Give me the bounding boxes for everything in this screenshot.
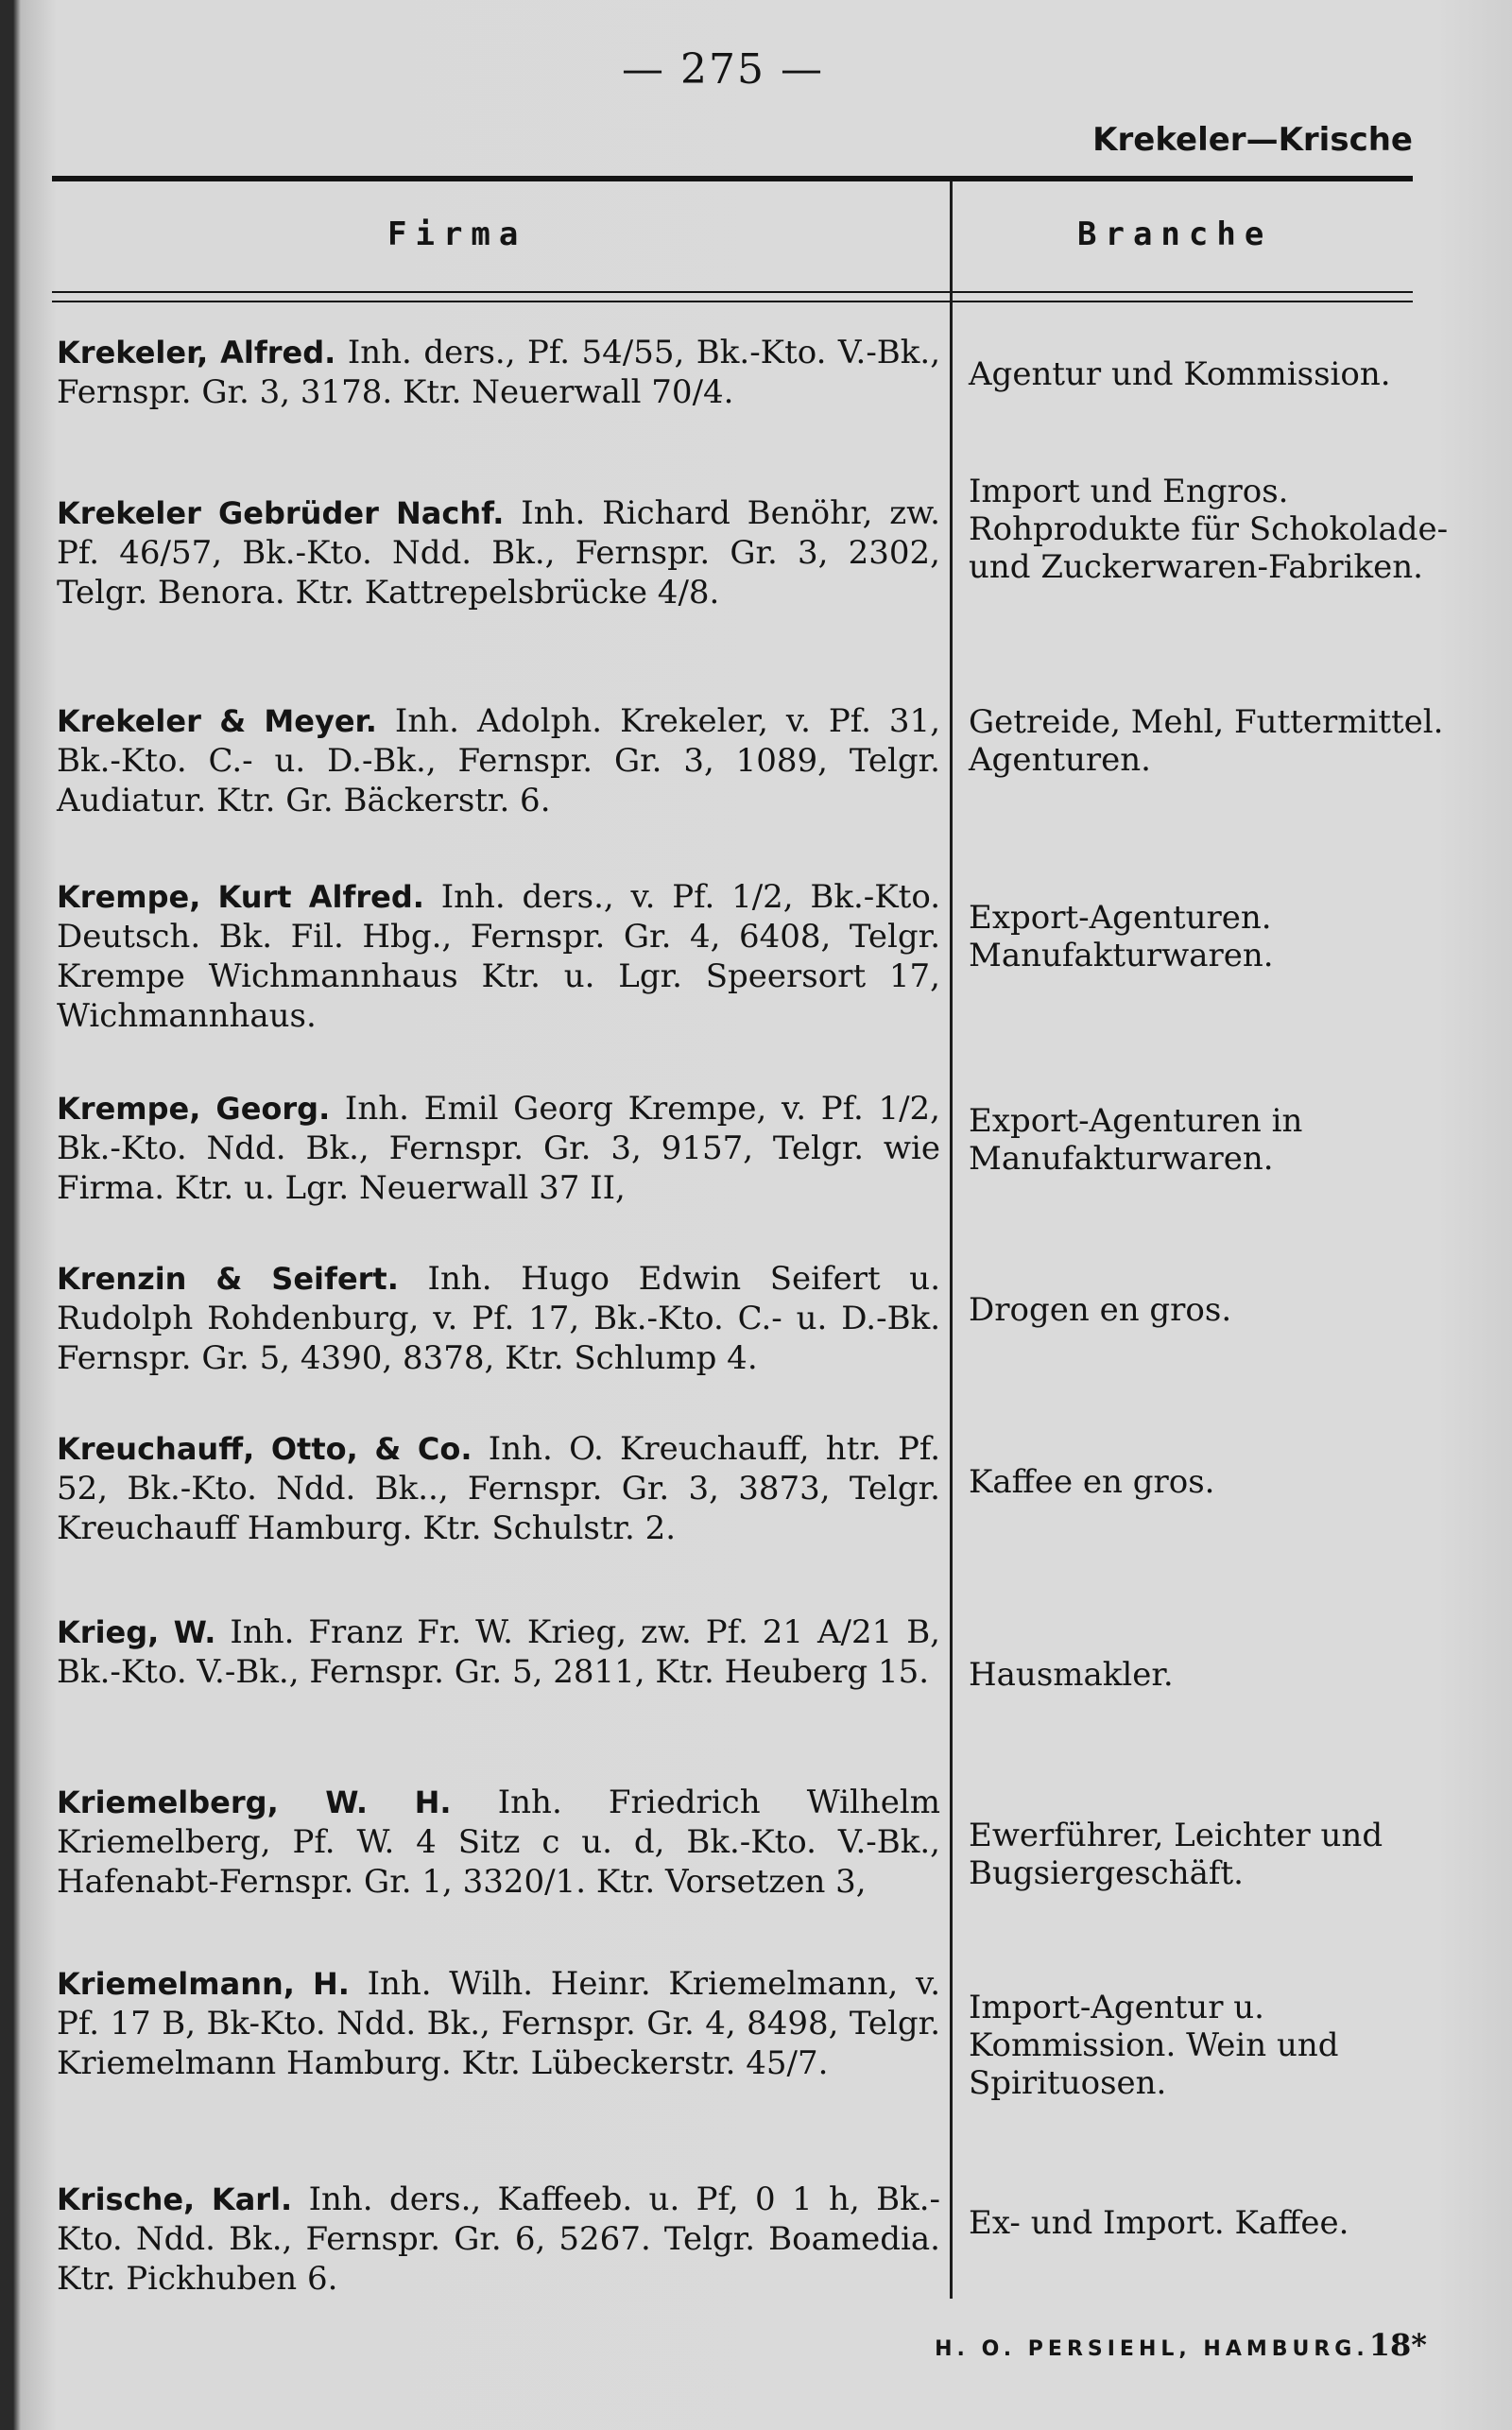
firm-description [57,1089,940,1208]
signature-mark: 18* [1368,2327,1427,2363]
firm-name: Krempe, Kurt Alfred. [57,879,424,915]
printer-imprint [935,2327,1427,2363]
firm-description [57,1259,940,1378]
firm-description [57,2180,940,2299]
firm-description [57,1612,940,1692]
branche-description: Export-Agenturen. Manufakturwaren. [969,899,1274,974]
firm-details: Inh. ders., v. Pf. 1/2, Bk.-Kto. Deutsch. Bk. Fil. Hbg., Fernspr. Gr. 4, 6408, Telgr. Krempe Wichmannhaus Ktr. u. Lgr. Speersort 17, Wichmannhaus. [57,878,940,1035]
firm-description [57,1429,940,1548]
branche-description: Import und Engros. Rohprodukte für Schokolade- und Zuckerwaren-Fabriken. [969,473,1449,586]
firm-details: Inh. Hugo Edwin Seifert u. Rudolph Rohdenburg, v. Pf. 17, Bk.-Kto. C.- u. D.-Bk. Fernspr. Gr. 5, 4390, 8378, Ktr. Schlump 4. [57,1260,941,1377]
firm-details: Inh. ders., Kaffeeb. u. Pf, 0 1 h, Bk.-Kto. Ndd. Bk., Fernspr. Gr. 6, 5267. Telgr. Boamedia. Ktr. Pickhuben 6. [57,2180,941,2298]
firm-name: Krekeler & Meyer. [57,703,377,739]
firm-name: Kreuchauff, Otto, & Co. [57,1431,472,1467]
branche-description: Ewerführer, Leichter und Bugsiergeschäft. [969,1817,1383,1892]
firm-name: Kriemelmann, H. [57,1966,350,2002]
branche-description: Kaffee en gros. [969,1463,1215,1501]
firm-name: Krekeler Gebrüder Nachf. [57,495,505,531]
firm-details: Inh. O. Kreuchauff, htr. Pf. 52, Bk.-Kto. Ndd. Bk.., Fernspr. Gr. 3, 3873, Telgr. Kreuchauff Hamburg. Ktr. Schulstr. 2. [57,1430,941,1547]
imprint-text: H. O. PERSIEHL, HAMBURG. [935,2337,1369,2361]
branche-description: Import-Agentur u. Kommission. Wein und Spirituosen. [969,1989,1339,2102]
firm-details: Inh. ders., Pf. 54/55, Bk.-Kto. V.-Bk., Fernspr. Gr. 3, 3178. Ktr. Neuerwall 70/4. [57,334,941,411]
branche-description: Export-Agenturen in Manufakturwaren. [969,1102,1303,1178]
branche-description: Getreide, Mehl, Futtermittel. Agenturen. [969,703,1444,779]
firm-details: Inh. Richard Benöhr, zw. Pf. 46/57, Bk.-Kto. Ndd. Bk., Fernspr. Gr. 3, 2302, Telgr. Benora. Ktr. Kattrepelsbrücke 4/8. [57,494,940,612]
column-header-rule-double [52,301,1413,302]
firm-name: Krieg, W. [57,1614,216,1650]
column-header-branche: Branche [1077,215,1273,253]
firm-details: Inh. Franz Fr. W. Krieg, zw. Pf. 21 A/21 B, Bk.-Kto. V.-Bk., Fernspr. Gr. 5, 2811, Ktr. Heuberg 15. [57,1613,940,1691]
firm-name: Krempe, Georg. [57,1091,331,1127]
firm-description [57,333,940,412]
firm-name: Krekeler, Alfred. [57,335,336,371]
running-head: Krekeler—Krische [1092,121,1413,159]
page-number: — 275 — [622,45,824,94]
firm-description [57,1964,940,2083]
column-header-firma: Firma [387,215,527,253]
firm-description [57,877,940,1036]
header-rule [52,176,1413,181]
firm-details: Inh. Friedrich Wilhelm Kriemelberg, Pf. W. 4 Sitz c u. d, Bk.-Kto. V.-Bk., Hafenabt-Fernspr. Gr. 1, 3320/1. Ktr. Vorsetzen 3, [57,1784,941,1901]
branche-description: Hausmakler. [969,1656,1174,1694]
firm-details: Inh. Emil Georg Krempe, v. Pf. 1/2, Bk.-Kto. Ndd. Bk., Fernspr. Gr. 3, 9157, Telgr. wie Firma. Ktr. u. Lgr. Neuerwall 37 II, [57,1090,940,1207]
column-header-rule [52,291,1413,293]
column-divider [950,181,953,2299]
firm-description [57,1783,940,1902]
firm-details: Inh. Adolph. Krekeler, v. Pf. 31, Bk.-Kto. C.- u. D.-Bk., Fernspr. Gr. 3, 1089, Telgr. Audiatur. Ktr. Gr. Bäckerstr. 6. [57,702,940,819]
branche-description: Agentur und Kommission. [969,355,1391,393]
firm-details: Inh. Wilh. Heinr. Kriemelmann, v. Pf. 17 B, Bk-Kto. Ndd. Bk., Fernspr. Gr. 4, 8498, Telgr. Kriemelmann Hamburg. Ktr. Lübeckerstr. 45/7. [57,1965,941,2082]
firm-name: Krenzin & Seifert. [57,1261,399,1297]
firm-description [57,493,940,612]
firm-name: Kriemelberg, W. H. [57,1784,452,1820]
branche-description: Drogen en gros. [969,1291,1232,1329]
firm-name: Krische, Karl. [57,2181,293,2217]
firm-description [57,701,940,820]
branche-description: Ex- und Import. Kaffee. [969,2204,1349,2242]
